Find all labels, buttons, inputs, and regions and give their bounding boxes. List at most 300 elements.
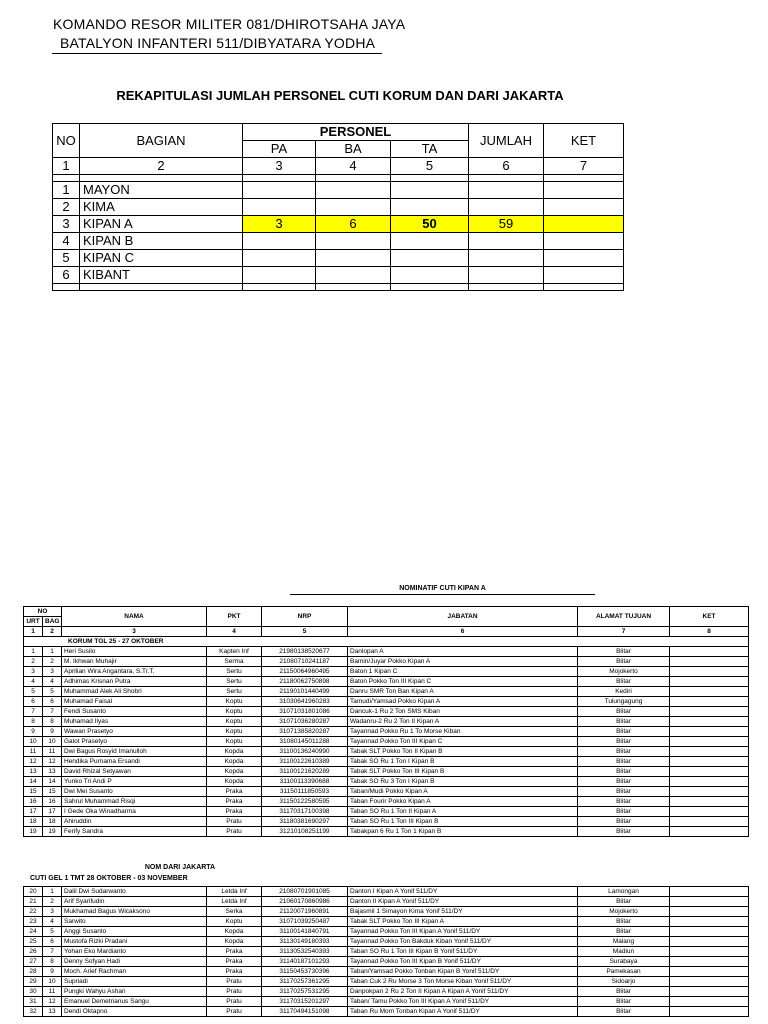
recap-header-personel: PERSONEL <box>243 124 469 141</box>
row-bag: 3 <box>43 907 62 917</box>
recap-row-ket <box>544 182 624 199</box>
nom-header-no: NO <box>24 607 62 617</box>
recap-row-bagian: MAYON <box>80 182 243 199</box>
row-nrp: 21180062750898 <box>262 677 348 687</box>
row-urt: 31 <box>24 997 43 1007</box>
row-pkt: Koptu <box>207 737 262 747</box>
personnel-row <box>24 817 749 827</box>
row-alamat: Blitar <box>578 707 670 717</box>
row-jabatan: Dancuk-1 Ru 2 Ton SMS Kiban <box>348 707 578 717</box>
row-alamat: Blitar <box>578 1007 670 1017</box>
personnel-row <box>24 707 749 717</box>
row-bag: 16 <box>43 797 62 807</box>
recap-row-ba <box>316 233 391 250</box>
row-pkt: Kopda <box>207 937 262 947</box>
row-pkt: Pratu <box>207 817 262 827</box>
recap-row-ta <box>391 233 469 250</box>
recap-row-no: 3 <box>53 216 80 233</box>
row-jabatan: Tabak SO Ru 1 Ton I Kipan B <box>348 757 578 767</box>
personnel-row <box>24 787 749 797</box>
personnel-row <box>24 687 749 697</box>
personnel-row <box>24 677 749 687</box>
row-pkt: Pratu <box>207 1007 262 1017</box>
row-alamat: Blitar <box>578 647 670 657</box>
row-nrp: 31071039250487 <box>262 917 348 927</box>
row-ket <box>670 997 749 1007</box>
row-ket <box>670 787 749 797</box>
row-urt: 15 <box>24 787 43 797</box>
row-nrp: 31100136240990 <box>262 747 348 757</box>
row-jabatan: Baton Pokko Ton III Kipan C <box>348 677 578 687</box>
row-bag: 18 <box>43 817 62 827</box>
row-pkt: Kopda <box>207 767 262 777</box>
row-bag: 2 <box>43 897 62 907</box>
row-pkt: Praka <box>207 797 262 807</box>
row-nrp: 21120071960891 <box>262 907 348 917</box>
row-alamat: Blitar <box>578 897 670 907</box>
row-nama: Mukhamad Bagus Wicaksono <box>62 907 207 917</box>
row-ket <box>670 937 749 947</box>
row-nama: Yohan Eko Mardianto <box>62 947 207 957</box>
row-alamat: Malang <box>578 937 670 947</box>
row-bag: 3 <box>43 667 62 677</box>
row-jabatan: Tayannad Pokko Ton Bakduk Kiban Yonif 511/DY <box>348 937 578 947</box>
personnel-row <box>24 657 749 667</box>
row-pkt: Kopda <box>207 747 262 757</box>
row-ket <box>670 737 749 747</box>
row-pkt: Koptu <box>207 727 262 737</box>
nom-header-bag: BAG <box>43 617 62 627</box>
row-jabatan: Bajasmil 1 Simayon Kima Yonif 511/DY <box>348 907 578 917</box>
row-jabatan: Danru SMR Ton Ban Kipan A <box>348 687 578 697</box>
row-nama: Ahiruddin <box>62 817 207 827</box>
nom-header-urt: URT <box>24 617 43 627</box>
row-alamat: Blitar <box>578 817 670 827</box>
recap-row-ta <box>391 199 469 216</box>
row-nama: Heri Susilo <box>62 647 207 657</box>
recap-row-jumlah: 59 <box>469 216 544 233</box>
nom-col-number: 1 <box>24 627 43 637</box>
recap-row-ket <box>544 267 624 284</box>
row-ket <box>670 757 749 767</box>
recap-row-no: 4 <box>53 233 80 250</box>
section-korum-label: KORUM TGL 25 - 27 OKTOBER <box>24 637 749 647</box>
row-alamat: Blitar <box>578 767 670 777</box>
recap-row-jumlah <box>469 267 544 284</box>
row-ket <box>670 687 749 697</box>
personnel-row <box>24 827 749 837</box>
row-nama: Pungki Wahyu Ashari <box>62 987 207 997</box>
row-pkt: Koptu <box>207 717 262 727</box>
row-alamat: Blitar <box>578 827 670 837</box>
recap-row-pa <box>243 233 316 250</box>
row-ket <box>670 767 749 777</box>
personnel-row <box>24 947 749 957</box>
row-nama: Dendi Oktapno <box>62 1007 207 1017</box>
row-nama: Supriadi <box>62 977 207 987</box>
row-nama: Hendika Purnama Ersandi <box>62 757 207 767</box>
row-jabatan: Tabakpan 6 Ru 1 Ton 1 Kipan B <box>348 827 578 837</box>
row-alamat: Surabaya <box>578 957 670 967</box>
row-nrp: 31130532540393 <box>262 947 348 957</box>
row-jabatan: Tabak SO Ru 3 Ton I Kipan B <box>348 777 578 787</box>
row-jabatan: Baton 1 Kipan C <box>348 667 578 677</box>
row-ket <box>670 917 749 927</box>
row-urt: 4 <box>24 677 43 687</box>
row-jabatan: Taban SO Ru 1 Ton III Kipan B Yonif 511/DY <box>348 947 578 957</box>
personnel-row <box>24 997 749 1007</box>
nom-header-nama: NAMA <box>62 607 207 627</box>
row-nama: Wawan Prasetyo <box>62 727 207 737</box>
recap-row-jumlah <box>469 250 544 267</box>
row-nrp: 21080710241187 <box>262 657 348 667</box>
row-ket <box>670 987 749 997</box>
row-urt: 9 <box>24 727 43 737</box>
personnel-row <box>24 907 749 917</box>
row-bag: 11 <box>43 987 62 997</box>
recap-row <box>53 199 624 216</box>
row-ket <box>670 657 749 667</box>
row-ket <box>670 887 749 897</box>
row-urt: 8 <box>24 717 43 727</box>
row-nrp: 21150064960495 <box>262 667 348 677</box>
row-pkt: Sertu <box>207 687 262 697</box>
recap-row-ta <box>391 250 469 267</box>
row-jabatan: Tayannad Pokko Ton III Kipan A Yonif 511/DY <box>348 927 578 937</box>
recap-col-number: 7 <box>544 158 624 175</box>
personnel-row <box>24 747 749 757</box>
row-bag: 12 <box>43 997 62 1007</box>
recap-col-number: 5 <box>391 158 469 175</box>
recap-header-bagian: BAGIAN <box>80 124 243 158</box>
recap-row <box>53 267 624 284</box>
row-jabatan: Taban/Yamsad Pokko Tonban Kipan B Yonif 511/DY <box>348 967 578 977</box>
row-urt: 2 <box>24 657 43 667</box>
row-bag: 10 <box>43 737 62 747</box>
row-pkt: Letda Inf <box>207 887 262 897</box>
row-alamat: Pamekasan <box>578 967 670 977</box>
recap-row-ket <box>544 250 624 267</box>
recap-row-bagian: KIPAN C <box>80 250 243 267</box>
recap-row-ket <box>544 199 624 216</box>
recap-spacer-row <box>53 284 624 291</box>
nom-col-number: 6 <box>348 627 578 637</box>
row-urt: 26 <box>24 947 43 957</box>
recap-row <box>53 182 624 199</box>
row-jabatan: Tayannad Pokko Ru 1 To Morse Kiban <box>348 727 578 737</box>
nom-col-number: 3 <box>62 627 207 637</box>
personnel-row <box>24 767 749 777</box>
recap-row-jumlah <box>469 199 544 216</box>
row-nama: Muhamad Faisal <box>62 697 207 707</box>
row-alamat: Kediri <box>578 687 670 697</box>
row-ket <box>670 977 749 987</box>
row-ket <box>670 827 749 837</box>
row-urt: 10 <box>24 737 43 747</box>
row-urt: 32 <box>24 1007 43 1017</box>
row-nrp: 31150111850593 <box>262 787 348 797</box>
row-pkt: Kapten Inf <box>207 647 262 657</box>
row-alamat: Lamongan <box>578 887 670 897</box>
row-ket <box>670 707 749 717</box>
row-nama: Sarwito <box>62 917 207 927</box>
row-ket <box>670 967 749 977</box>
row-alamat: Blitar <box>578 727 670 737</box>
row-alamat: Blitar <box>578 777 670 787</box>
recap-row-no: 1 <box>53 182 80 199</box>
row-urt: 23 <box>24 917 43 927</box>
row-urt: 28 <box>24 967 43 977</box>
row-urt: 24 <box>24 927 43 937</box>
row-alamat: Tulungagung <box>578 697 670 707</box>
recap-row-jumlah <box>469 182 544 199</box>
row-bag: 1 <box>43 887 62 897</box>
nominatif-title: NOMINATIF CUTI KIPAN A <box>290 585 595 595</box>
personnel-row <box>24 917 749 927</box>
row-alamat: Mojokerto <box>578 667 670 677</box>
row-nama: Ferify Sandra <box>62 827 207 837</box>
personnel-row <box>24 937 749 947</box>
row-bag: 9 <box>43 967 62 977</box>
personnel-row <box>24 647 749 657</box>
recap-col-number: 1 <box>53 158 80 175</box>
recap-row-ba <box>316 182 391 199</box>
personnel-row <box>24 727 749 737</box>
row-jabatan: Tamudi/Yamsad Pokko Kipan A <box>348 697 578 707</box>
nom-jakarta-title: NOM DARI JAKARTA <box>144 864 216 871</box>
row-nrp: 21190101440499 <box>262 687 348 697</box>
row-jabatan: Taban SO Ru 1 Ton III Kipan B <box>348 817 578 827</box>
nominatif-table <box>23 606 749 837</box>
recap-row-ket <box>544 233 624 250</box>
row-ket <box>670 797 749 807</box>
recap-row-ta: 50 <box>391 216 469 233</box>
recap-header-ta: TA <box>391 141 469 158</box>
personnel-row <box>24 667 749 677</box>
recap-col-number: 6 <box>469 158 544 175</box>
row-nrp: 31170494151098 <box>262 1007 348 1017</box>
row-nrp: 31100113390688 <box>262 777 348 787</box>
row-bag: 11 <box>43 747 62 757</box>
row-bag: 10 <box>43 977 62 987</box>
row-bag: 19 <box>43 827 62 837</box>
recap-row-pa <box>243 182 316 199</box>
row-urt: 16 <box>24 797 43 807</box>
row-pkt: Kopda <box>207 777 262 787</box>
recap-row-bagian: KIPAN B <box>80 233 243 250</box>
row-urt: 22 <box>24 907 43 917</box>
row-jabatan: Danton I Kipan A Yonif 511/DY <box>348 887 578 897</box>
recap-row-ta <box>391 267 469 284</box>
personnel-row <box>24 967 749 977</box>
row-jabatan: Wadanru-2 Ru 2 Ton II Kipan A <box>348 717 578 727</box>
row-bag: 5 <box>43 687 62 697</box>
row-alamat: Blitar <box>578 747 670 757</box>
row-ket <box>670 677 749 687</box>
recap-row-no: 5 <box>53 250 80 267</box>
recap-row-no: 2 <box>53 199 80 216</box>
header-unit-line1: KOMANDO RESOR MILITER 081/DHIROTSAHA JAYA <box>53 16 406 32</box>
nom-header-alamat: ALAMAT TUJUAN <box>578 607 670 627</box>
row-ket <box>670 717 749 727</box>
row-nrp: 31100141840791 <box>262 927 348 937</box>
row-alamat: Madiun <box>578 947 670 957</box>
row-bag: 6 <box>43 937 62 947</box>
nom-col-number: 2 <box>43 627 62 637</box>
row-nrp: 21060170860986 <box>262 897 348 907</box>
personnel-row <box>24 927 749 937</box>
row-nama: Dwi Mei Susanto <box>62 787 207 797</box>
row-ket <box>670 907 749 917</box>
row-jabatan: Taban SO Ru 1 Ton II Kipan A <box>348 807 578 817</box>
personnel-row <box>24 807 749 817</box>
nom-header-nrp: NRP <box>262 607 348 627</box>
recap-row-ket <box>544 216 624 233</box>
row-urt: 27 <box>24 957 43 967</box>
row-nama: Muhamad Ilyas <box>62 717 207 727</box>
row-urt: 21 <box>24 897 43 907</box>
recap-header-no: NO <box>53 124 80 158</box>
row-ket <box>670 1007 749 1017</box>
row-pkt: Pratu <box>207 997 262 1007</box>
row-jabatan: Taban Fourir Pokko Kipan A <box>348 797 578 807</box>
row-nrp: 31210108251199 <box>262 827 348 837</box>
nom-header-ket: KET <box>670 607 749 627</box>
row-nrp: 31170317100398 <box>262 807 348 817</box>
personnel-row <box>24 887 749 897</box>
row-bag: 14 <box>43 777 62 787</box>
nom-header-pkt: PKT <box>207 607 262 627</box>
recap-row-ba: 6 <box>316 216 391 233</box>
row-nrp: 31030641960283 <box>262 697 348 707</box>
row-alamat: Blitar <box>578 797 670 807</box>
row-nrp: 31071031801086 <box>262 707 348 717</box>
personnel-row <box>24 897 749 907</box>
row-urt: 1 <box>24 647 43 657</box>
row-bag: 12 <box>43 757 62 767</box>
row-urt: 17 <box>24 807 43 817</box>
row-nrp: 31071385820287 <box>262 727 348 737</box>
nom-col-number: 4 <box>207 627 262 637</box>
row-bag: 1 <box>43 647 62 657</box>
personnel-row <box>24 717 749 727</box>
nom-col-number: 5 <box>262 627 348 637</box>
row-alamat: Blitar <box>578 717 670 727</box>
row-urt: 3 <box>24 667 43 677</box>
row-alamat: Blitar <box>578 927 670 937</box>
personnel-row <box>24 757 749 767</box>
recap-row-no: 6 <box>53 267 80 284</box>
row-urt: 30 <box>24 987 43 997</box>
recap-row <box>53 216 624 233</box>
recap-col-number: 3 <box>243 158 316 175</box>
recap-row-pa <box>243 250 316 267</box>
recap-row-ba <box>316 199 391 216</box>
row-alamat: Blitar <box>578 997 670 1007</box>
row-ket <box>670 817 749 827</box>
recap-row-pa <box>243 267 316 284</box>
nominatif-jakarta-table <box>23 886 749 1017</box>
row-ket <box>670 947 749 957</box>
row-nama: David Rhizal Setyawan <box>62 767 207 777</box>
row-jabatan: Bamin/Juyar Pokko Kipan A <box>348 657 578 667</box>
row-bag: 17 <box>43 807 62 817</box>
row-alamat: Sidoarjo <box>578 977 670 987</box>
row-nama: I Gede Oka Winadharma <box>62 807 207 817</box>
row-urt: 14 <box>24 777 43 787</box>
row-alamat: Blitar <box>578 807 670 817</box>
row-nrp: 31071036280287 <box>262 717 348 727</box>
recap-header-ba: BA <box>316 141 391 158</box>
row-nrp: 31080145011288 <box>262 737 348 747</box>
row-nrp: 31140187101293 <box>262 957 348 967</box>
row-ket <box>670 647 749 657</box>
row-pkt: Kopda <box>207 757 262 767</box>
row-nrp: 31100121620289 <box>262 767 348 777</box>
row-nrp: 31170257361295 <box>262 977 348 987</box>
recap-row-ba <box>316 250 391 267</box>
row-urt: 19 <box>24 827 43 837</box>
row-jabatan: Tayannad Pokko Ton III Kipan C <box>348 737 578 747</box>
row-nama: Emanuel Demetrianus Sangu <box>62 997 207 1007</box>
recap-row-bagian: KIBANT <box>80 267 243 284</box>
row-ket <box>670 957 749 967</box>
row-jabatan: Taban/Mudi Pokko Kipan A <box>348 787 578 797</box>
row-bag: 9 <box>43 727 62 737</box>
row-jabatan: Taban Cuk 2 Ru Morse 3 Ton Morse Kiban Yonif 511/DY <box>348 977 578 987</box>
row-nama: Denny Sofyan Hadi <box>62 957 207 967</box>
row-urt: 11 <box>24 747 43 757</box>
row-nama: Adhimas Krisnan Putra <box>62 677 207 687</box>
recap-header-pa: PA <box>243 141 316 158</box>
row-ket <box>670 897 749 907</box>
row-pkt: Koptu <box>207 697 262 707</box>
row-urt: 6 <box>24 697 43 707</box>
row-nrp: 21980138520677 <box>262 647 348 657</box>
row-bag: 7 <box>43 707 62 717</box>
row-bag: 8 <box>43 957 62 967</box>
row-alamat: Blitar <box>578 757 670 767</box>
row-bag: 13 <box>43 767 62 777</box>
row-bag: 7 <box>43 947 62 957</box>
row-ket <box>670 747 749 757</box>
row-alamat: Blitar <box>578 787 670 797</box>
row-jabatan: Tabak SLT Pokko Ton III Kipan A <box>348 917 578 927</box>
row-jabatan: Tayannad Pokko Ton III Kipan B Yonif 511/DY <box>348 957 578 967</box>
row-urt: 25 <box>24 937 43 947</box>
row-nrp: 31180381690297 <box>262 817 348 827</box>
row-pkt: Pratu <box>207 987 262 997</box>
row-nama: Anggi Susanto <box>62 927 207 937</box>
row-pkt: Koptu <box>207 917 262 927</box>
nom-header-jabatan: JABATAN <box>348 607 578 627</box>
row-bag: 2 <box>43 657 62 667</box>
row-urt: 12 <box>24 757 43 767</box>
row-nama: Dalil Dwi Sudarwanto <box>62 887 207 897</box>
row-jabatan: Taban Ru Mom Tonban Kipan A Yonif 511/DY <box>348 1007 578 1017</box>
row-pkt: Praka <box>207 967 262 977</box>
row-bag: 15 <box>43 787 62 797</box>
row-nama: Yunko Tri Andi P <box>62 777 207 787</box>
row-nrp: 31150122580595 <box>262 797 348 807</box>
nom-jakarta-section-label: CUTI GEL 1 TMT 28 OKTOBER - 03 NOVEMBER <box>30 875 188 882</box>
row-pkt: Praka <box>207 947 262 957</box>
row-alamat: Blitar <box>578 677 670 687</box>
row-nama: Muhammad Alek Ali Shobri <box>62 687 207 697</box>
recap-number-row <box>53 158 624 175</box>
row-ket <box>670 727 749 737</box>
row-jabatan: Tabak SLT Pokko Ton II Kipan B <box>348 747 578 757</box>
